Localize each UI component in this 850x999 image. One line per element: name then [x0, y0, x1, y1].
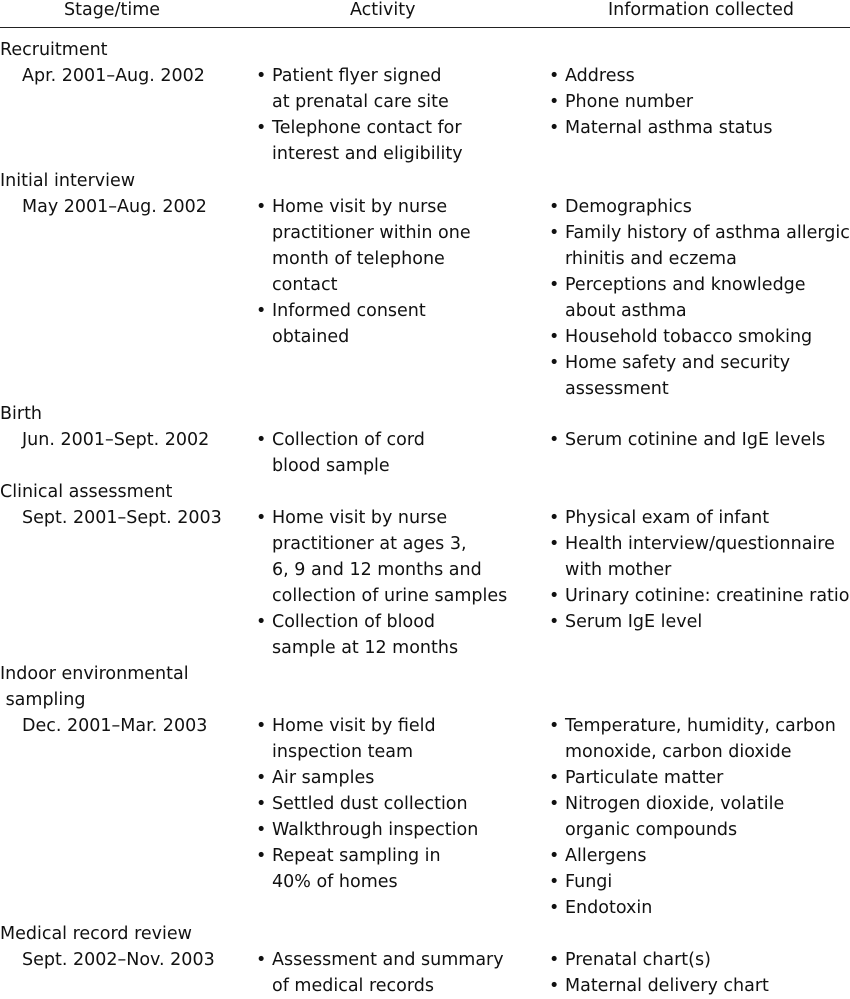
item-text: Assessment and summary of medical records — [272, 950, 504, 996]
bullet-icon: • — [256, 768, 267, 788]
activity-item — [256, 791, 536, 817]
information-item — [549, 63, 850, 89]
information-item — [549, 220, 850, 272]
bullet-icon: • — [549, 223, 560, 243]
stage-label: Initial interview — [0, 171, 136, 191]
item-text: Patient flyer signed at prenatal care site — [272, 66, 449, 112]
header-activity: Activity — [350, 0, 416, 20]
item-text: Collection of blood sample at 12 months — [272, 612, 459, 658]
bullet-icon: • — [256, 197, 267, 217]
information-list — [549, 194, 850, 402]
information-item — [549, 713, 850, 765]
information-list — [549, 713, 850, 921]
information-item — [549, 89, 850, 115]
bullet-icon: • — [256, 430, 267, 450]
information-list — [549, 505, 850, 635]
bullet-icon: • — [549, 716, 560, 736]
header-information-collected: Information collected — [608, 0, 795, 20]
item-text: Air samples — [272, 768, 375, 788]
item-text: Settled dust collection — [272, 794, 468, 814]
bullet-icon: • — [256, 950, 267, 970]
information-item — [549, 531, 850, 583]
item-text: Health interview/questionnaire with mother — [565, 534, 835, 580]
item-text: Repeat sampling in 40% of homes — [272, 846, 441, 892]
bullet-icon: • — [549, 430, 560, 450]
stage-date-range: May 2001–Aug. 2002 — [22, 197, 207, 217]
bullet-icon: • — [549, 92, 560, 112]
item-text: Walkthrough inspection — [272, 820, 479, 840]
information-item — [549, 427, 850, 453]
bullet-icon: • — [256, 612, 267, 632]
bullet-icon: • — [549, 872, 560, 892]
activity-list — [256, 947, 536, 999]
item-text: Home safety and security assessment — [565, 353, 791, 399]
information-item — [549, 324, 850, 350]
information-list — [549, 947, 850, 999]
stage-label: Medical record review — [0, 924, 192, 944]
bullet-icon: • — [549, 950, 560, 970]
activity-item — [256, 427, 536, 479]
activity-list — [256, 194, 536, 350]
activity-item — [256, 609, 536, 661]
information-item — [549, 350, 850, 402]
bullet-icon: • — [549, 508, 560, 528]
bullet-icon: • — [256, 794, 267, 814]
bullet-icon: • — [256, 118, 267, 138]
activity-item — [256, 194, 536, 298]
stage-date-range: Sept. 2001–Sept. 2003 — [22, 508, 222, 528]
bullet-icon: • — [549, 118, 560, 138]
information-item — [549, 869, 850, 895]
item-text: Household tobacco smoking — [565, 327, 813, 347]
item-text: Endotoxin — [565, 898, 653, 918]
item-text: Collection of cord blood sample — [272, 430, 425, 476]
header-stage-time: Stage/time — [64, 0, 161, 20]
information-item — [549, 765, 850, 791]
information-item — [549, 194, 850, 220]
item-text: Telephone contact for interest and eligibility — [272, 118, 463, 164]
activity-item — [256, 505, 536, 609]
stage-label: Recruitment — [0, 40, 108, 60]
item-text: Home visit by nurse practitioner at ages 3, 6, 9 and 12 months and collection of urine samples — [272, 508, 508, 606]
bullet-icon: • — [549, 66, 560, 86]
activity-list — [256, 505, 536, 661]
activity-list — [256, 427, 536, 479]
item-text: Maternal delivery chart — [565, 976, 769, 996]
item-text: Allergens — [565, 846, 647, 866]
information-item — [549, 973, 850, 999]
information-item — [549, 947, 850, 973]
stage-date-range: Sept. 2002–Nov. 2003 — [22, 950, 215, 970]
item-text: Nitrogen dioxide, volatile organic compounds — [565, 794, 785, 840]
activity-item — [256, 843, 536, 895]
bullet-icon: • — [256, 508, 267, 528]
stage-label: Indoor environmental sampling — [0, 664, 189, 710]
stage-label: Birth — [0, 404, 43, 424]
activity-list — [256, 713, 536, 895]
item-text: Phone number — [565, 92, 694, 112]
bullet-icon: • — [549, 275, 560, 295]
item-text: Urinary cotinine: creatinine ratio — [565, 586, 850, 606]
activity-item — [256, 63, 536, 115]
bullet-icon: • — [256, 846, 267, 866]
bullet-icon: • — [549, 768, 560, 788]
item-text: Serum cotinine and IgE levels — [565, 430, 826, 450]
bullet-icon: • — [549, 197, 560, 217]
bullet-icon: • — [256, 66, 267, 86]
information-list — [549, 63, 850, 141]
activity-item — [256, 947, 536, 999]
item-text: Family history of asthma allergic rhinitis and eczema — [565, 223, 850, 269]
information-list — [549, 427, 850, 453]
information-item — [549, 115, 850, 141]
item-text: Prenatal chart(s) — [565, 950, 711, 970]
bullet-icon: • — [256, 716, 267, 736]
header-rule — [0, 27, 850, 28]
bullet-icon: • — [549, 898, 560, 918]
activity-item — [256, 713, 536, 765]
stage-date-range: Apr. 2001–Aug. 2002 — [22, 66, 205, 86]
activity-item — [256, 298, 536, 350]
bullet-icon: • — [549, 353, 560, 373]
activity-item — [256, 115, 536, 167]
item-text: Fungi — [565, 872, 613, 892]
information-item — [549, 505, 850, 531]
item-text: Informed consent obtained — [272, 301, 426, 347]
item-text: Serum IgE level — [565, 612, 703, 632]
item-text: Home visit by field inspection team — [272, 716, 436, 762]
item-text: Home visit by nurse practitioner within one month of telephone contact — [272, 197, 471, 295]
bullet-icon: • — [549, 534, 560, 554]
bullet-icon: • — [549, 612, 560, 632]
bullet-icon: • — [549, 327, 560, 347]
item-text: Demographics — [565, 197, 692, 217]
item-text: Address — [565, 66, 635, 86]
stage-label: Clinical assessment — [0, 482, 173, 502]
item-text: Physical exam of infant — [565, 508, 770, 528]
activity-item — [256, 817, 536, 843]
stage-date-range: Jun. 2001–Sept. 2002 — [22, 430, 210, 450]
information-item — [549, 609, 850, 635]
item-text: Temperature, humidity, carbon monoxide, carbon dioxide — [565, 716, 836, 762]
item-text: Maternal asthma status — [565, 118, 773, 138]
information-item — [549, 791, 850, 843]
bullet-icon: • — [256, 820, 267, 840]
information-item — [549, 843, 850, 869]
activity-list — [256, 63, 536, 167]
information-item — [549, 895, 850, 921]
bullet-icon: • — [549, 586, 560, 606]
item-text: Perceptions and knowledge about asthma — [565, 275, 806, 321]
bullet-icon: • — [549, 846, 560, 866]
information-item — [549, 583, 850, 609]
activity-item — [256, 765, 536, 791]
bullet-icon: • — [549, 794, 560, 814]
stage-date-range: Dec. 2001–Mar. 2003 — [22, 716, 208, 736]
bullet-icon: • — [549, 976, 560, 996]
item-text: Particulate matter — [565, 768, 724, 788]
bullet-icon: • — [256, 301, 267, 321]
information-item — [549, 272, 850, 324]
